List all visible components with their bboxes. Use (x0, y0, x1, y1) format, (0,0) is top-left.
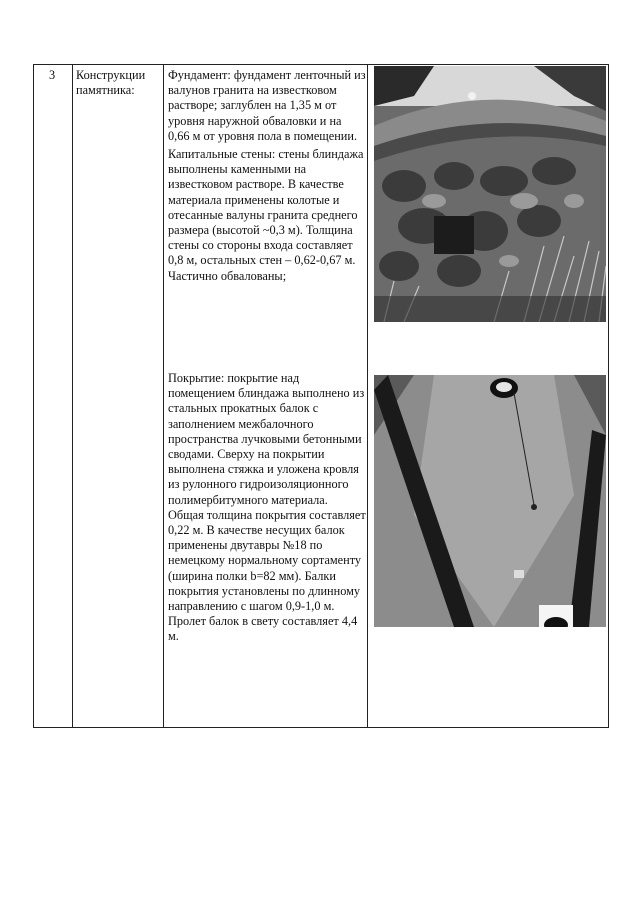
stone-wall-photo (374, 66, 606, 322)
walls-description: Капитальные стены: стены блиндажа выполнены каменными на известковом растворе. В качестве материала применены колотые и отесанные валуны гранита среднего размера (высотой ~0,3 м). Толщина стены со стороны входа составляет 0,8 м, остальных стен – 0,62-0,67 м. Частично обвалованы; (168, 147, 364, 283)
column-divider (163, 65, 164, 727)
ceiling-interior-photo (374, 375, 606, 627)
monument-table (33, 64, 609, 728)
row-number: 3 (49, 68, 56, 82)
roof-description: Покрытие: покрытие над помещением блиндажа выполнено из стальных прокатных балок с заполнением межбалочного пространства лучковыми бетонными сводами. Сверху на покрытии выполнена стяжка и уложена кровля из рулонного гидроизоляционного полимербитумного материала. Общая толщина покрытия составляет 0,22 м. В качестве несущих балок применены двутавры №18 по немецкому нормальному сортаменту (ширина полки b=82 мм). Балки покрытия установлены по длинному направлению с шагом 0,9-1,0 м. Пролет балок в свету составляет 4,4 м. (168, 371, 366, 644)
row-title: Конструкции памятника: (76, 68, 146, 98)
column-divider (72, 65, 73, 727)
column-divider (367, 65, 368, 727)
foundation-description: Фундамент: фундамент ленточный из валунов гранита на известковом растворе; заглублен на 1,35 м от уровня наружной обваловки и на 0,66 м от уровня пола в помещении. (168, 68, 366, 143)
